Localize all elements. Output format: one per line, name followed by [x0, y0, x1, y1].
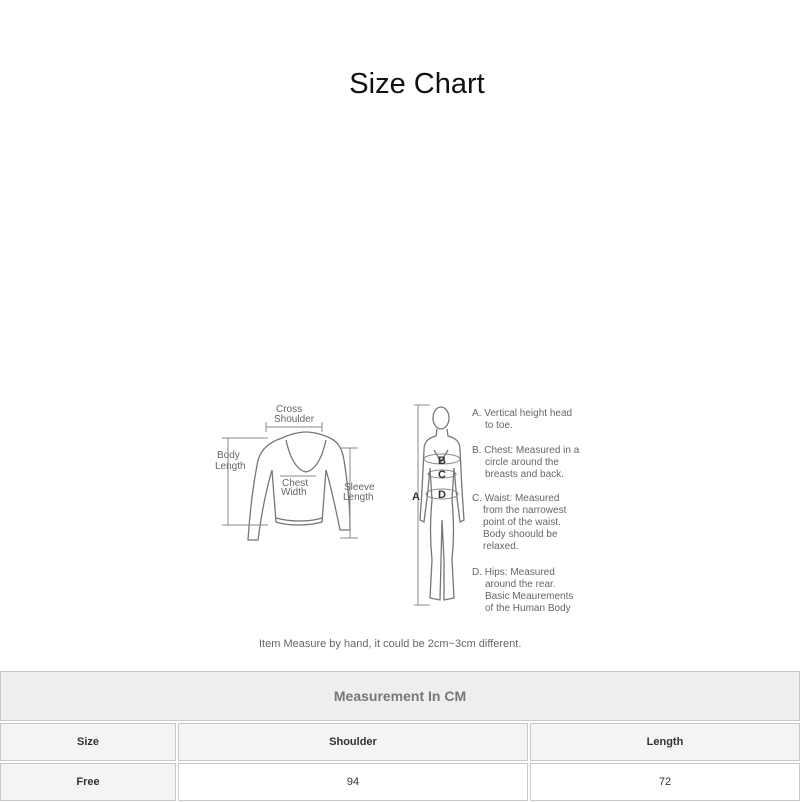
measurement-legend — [472, 408, 580, 614]
human-figure-icon — [420, 407, 464, 600]
cell-size: Free — [0, 763, 176, 801]
size-table — [0, 669, 800, 803]
page-title: Size Chart — [349, 68, 485, 100]
cross-shoulder-label-2: Shoulder — [274, 414, 315, 425]
legend-c-line4: Body shoould be — [483, 529, 558, 540]
legend-c-line5: relaxed. — [483, 541, 519, 552]
sleeve-length-label-2: Length — [343, 492, 374, 503]
body-length-label-2: Length — [215, 461, 246, 472]
body-length-label: Body — [217, 450, 240, 461]
cell-shoulder: 94 — [178, 763, 528, 801]
legend-c-line1: C. Waist: Measured — [472, 493, 560, 504]
marker-a: A — [412, 491, 420, 503]
chest-width-label: Chest — [282, 478, 309, 489]
cross-shoulder-label: Cross — [276, 404, 303, 415]
chest-width-label-2: Width — [281, 487, 307, 498]
table-row — [0, 763, 800, 801]
marker-d: D — [438, 489, 446, 501]
legend-d-line4: of the Human Body — [485, 603, 571, 614]
marker-b: B — [438, 455, 446, 467]
cell-length: 72 — [530, 763, 800, 801]
column-shoulder: Shoulder — [178, 723, 528, 761]
legend-c-line3: point of the waist. — [483, 517, 561, 528]
legend-d-line3: Basic Meaurements — [485, 591, 574, 602]
legend-d-line2: around the rear. — [485, 579, 556, 590]
measurement-note: Item Measure by hand, it could be 2cm~3cm different. — [259, 638, 522, 650]
marker-c: C — [438, 469, 446, 481]
legend-b-line2: circle around the — [485, 457, 559, 468]
legend-d-line1: D. Hips: Measured — [472, 567, 555, 578]
column-size: Size — [0, 723, 176, 761]
sleeve-length-label: Sleeve — [344, 482, 375, 493]
garment-labels — [215, 404, 375, 503]
legend-a-line2: to toe. — [485, 420, 513, 431]
table-column-headers — [0, 723, 800, 761]
legend-c-line2: from the narrowest — [483, 505, 567, 516]
legend-a-line1: A. Vertical height head — [472, 408, 573, 419]
legend-b-line1: B. Chest: Measured in a — [472, 445, 580, 456]
table-header: Measurement In CM — [0, 671, 800, 721]
column-length: Length — [530, 723, 800, 761]
legend-b-line3: breasts and back. — [485, 469, 564, 480]
